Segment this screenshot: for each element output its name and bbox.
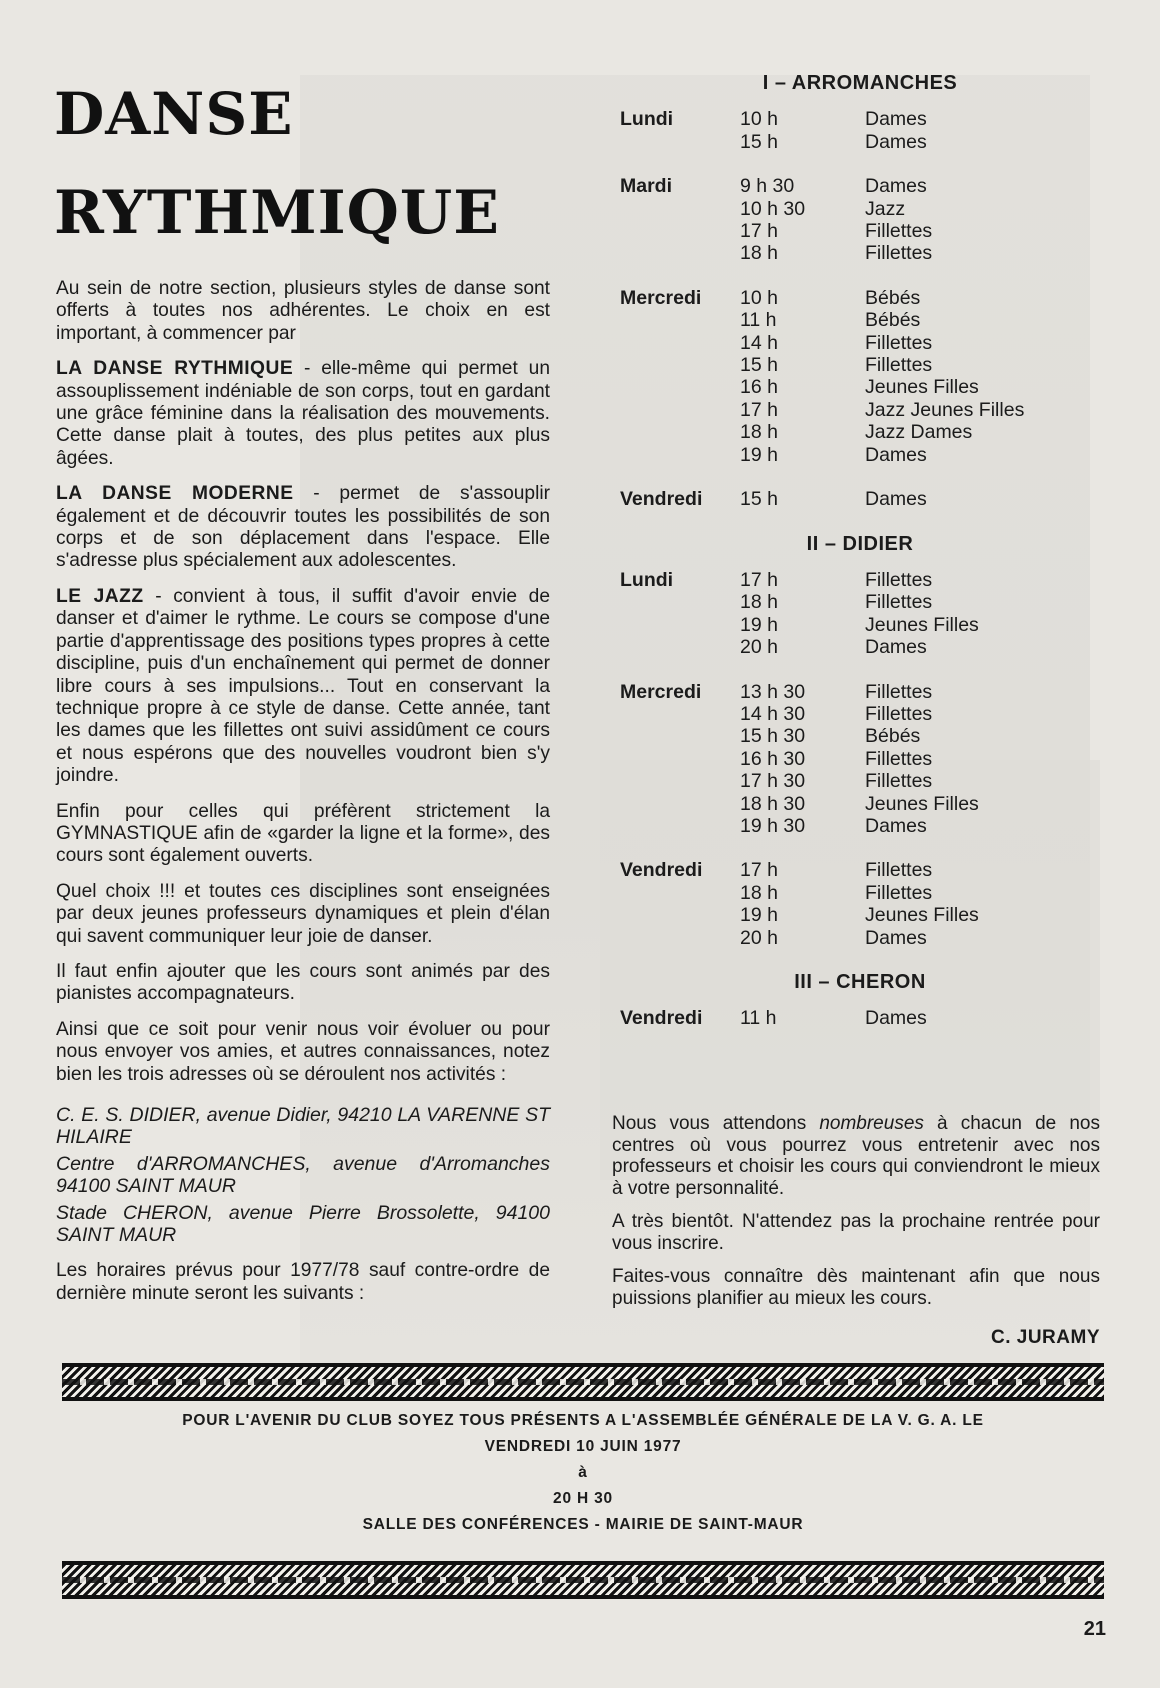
title-line-1: DANSE [54, 80, 294, 148]
schedule-slot [740, 444, 1100, 466]
jazz-lead: LE JAZZ [56, 585, 144, 607]
slot-group: Jazz [865, 197, 906, 220]
schedule-day: Mercredi [620, 286, 702, 309]
slot-group: Dames [865, 636, 927, 659]
schedule-slot [740, 108, 1100, 130]
closing-paragraph-2: A très bientôt. N'attendez pas la prochaine rentrée pour vous inscrire. [612, 1211, 1100, 1254]
slot-group: Dames [865, 108, 927, 131]
signature: C. JURAMY [990, 1327, 1100, 1348]
schedule-column [620, 72, 1100, 1052]
schedule-slot [740, 636, 1100, 658]
schedule-slots [740, 175, 1100, 265]
rythmique-text: - elle-même qui permet un assouplissement indéniable de son corps, tout en gardant une grâce féminine dans la réalisation des mouvements. Cette danse plait à toutes, des plus petites aux plus âgées. [56, 358, 550, 469]
slot-time: 17 h [740, 220, 778, 243]
schedule-slot [740, 309, 1100, 331]
decorative-border-top [62, 1363, 1104, 1401]
gym-before: Enfin pour celles qui préfèrent strictement la [56, 800, 550, 822]
schedule-section-cheron [620, 971, 1100, 1030]
address-didier: C. E. S. DIDIER, avenue Didier, 94210 LA VARENNE ST HILAIRE [56, 1104, 550, 1149]
pianistes-paragraph: Il faut enfin ajouter que les cours sont animés par des pianistes accompagnateurs. [56, 960, 550, 1005]
slot-time: 15 h [740, 354, 778, 377]
closing-p1-before: Nous vous attendons [612, 1113, 820, 1134]
schedule-section-didier [620, 533, 1100, 950]
slot-time: 14 h [740, 331, 778, 354]
slot-group: Fillettes [865, 242, 933, 265]
closing-p1-emphasis: nombreuses [819, 1113, 924, 1134]
slot-time: 14 h 30 [740, 702, 806, 725]
gym-lead: GYMNASTIQUE [56, 822, 198, 844]
slot-group: Fillettes [865, 354, 933, 377]
slot-time: 17 h 30 [740, 770, 806, 793]
schedule-slots [740, 569, 1100, 659]
schedule-slot [740, 859, 1100, 881]
slot-time: 15 h 30 [740, 725, 806, 748]
schedule-slots [740, 859, 1100, 949]
slot-group: Fillettes [865, 859, 933, 882]
schedule-slot [740, 904, 1100, 926]
schedule-slot [740, 681, 1100, 703]
article-body [56, 278, 550, 1318]
slot-group: Fillettes [865, 747, 933, 770]
closing-paragraph-1 [612, 1113, 1100, 1199]
slot-time: 10 h 30 [740, 197, 806, 220]
schedule-slot [740, 815, 1100, 837]
schedule-day-group [620, 488, 1100, 510]
schedule-slot [740, 399, 1100, 421]
schedule-slots [740, 681, 1100, 838]
schedule-day-group [620, 175, 1100, 265]
slot-time: 18 h 30 [740, 792, 806, 815]
slot-time: 15 h [740, 488, 778, 511]
schedule-slot [740, 770, 1100, 792]
schedule-slot [740, 376, 1100, 398]
gym-after: afin de «garder la ligne et la forme», des cours sont également ouverts. [56, 822, 550, 867]
schedule-slot [740, 927, 1100, 949]
slot-group: Fillettes [865, 680, 933, 703]
horaires-paragraph: Les horaires prévus pour 1977/78 sauf contre-ordre de dernière minute seront les suivants : [56, 1260, 550, 1304]
slot-time: 19 h [740, 904, 778, 927]
schedule-slots [740, 488, 1100, 510]
slot-time: 10 h [740, 286, 778, 309]
address-list [56, 1104, 550, 1246]
slot-time: 19 h 30 [740, 814, 806, 837]
schedule-slot [740, 421, 1100, 443]
slot-group: Fillettes [865, 220, 933, 243]
schedule-slot [740, 703, 1100, 725]
notice-line-2: VENDREDI 10 JUIN 1977 [484, 1438, 682, 1455]
schedule-day: Mardi [620, 175, 673, 198]
schedule-slot [740, 242, 1100, 264]
slot-time: 18 h [740, 421, 778, 444]
schedule-slots [740, 108, 1100, 153]
slot-time: 17 h [740, 568, 778, 591]
assembly-notice [62, 1408, 1104, 1538]
schedule-slot [740, 220, 1100, 242]
schedule-section-title: II – DIDIER [806, 532, 914, 555]
slot-time: 16 h 30 [740, 747, 806, 770]
notice-line-5: SALLE DES CONFÉRENCES - MAIRIE DE SAINT-MAUR [362, 1516, 804, 1533]
slot-group: Jeunes Filles [865, 904, 979, 927]
schedule-day-group [620, 287, 1100, 466]
schedule-day: Vendredi [620, 1007, 703, 1030]
slot-group: Dames [865, 130, 927, 153]
slot-time: 13 h 30 [740, 680, 806, 703]
schedule-slot [740, 725, 1100, 747]
slot-group: Jazz Dames [865, 421, 973, 444]
slot-time: 10 h [740, 108, 778, 131]
slot-group: Bébés [865, 286, 921, 309]
slot-group: Bébés [865, 309, 921, 332]
schedule-slot [740, 175, 1100, 197]
slot-group: Dames [865, 926, 927, 949]
schedule-day: Vendredi [620, 859, 703, 882]
slot-group: Dames [865, 443, 927, 466]
address-arromanches: Centre d'ARROMANCHES, avenue d'Arromanches 94100 SAINT MAUR [56, 1152, 550, 1198]
schedule-section-title: I – ARROMANCHES [762, 72, 958, 94]
slot-time: 18 h [740, 591, 778, 614]
slot-group: Fillettes [865, 591, 933, 614]
schedule-slot [740, 488, 1100, 510]
gym-paragraph [56, 801, 550, 868]
slot-group: Dames [865, 488, 927, 511]
slot-group: Fillettes [865, 568, 933, 591]
slot-group: Fillettes [865, 702, 933, 725]
slot-group: Dames [865, 175, 927, 198]
slot-time: 17 h [740, 398, 778, 421]
schedule-day-group [620, 681, 1100, 838]
slot-group: Fillettes [865, 770, 933, 793]
decorative-border-bottom [62, 1561, 1104, 1599]
slot-group: Fillettes [865, 881, 933, 904]
schedule-slot [740, 882, 1100, 904]
slot-group: Jeunes Filles [865, 613, 979, 636]
slot-time: 20 h [740, 636, 778, 659]
schedule-slot [740, 748, 1100, 770]
slot-time: 11 h [740, 309, 777, 332]
slot-time: 20 h [740, 926, 778, 949]
schedule-slot [740, 287, 1100, 309]
notice-line-1: POUR L'AVENIR DU CLUB SOYEZ TOUS PRÉSENTS A L'ASSEMBLÉE GÉNÉRALE DE LA V. G. A. LE [182, 1412, 984, 1429]
schedule-slot [740, 614, 1100, 636]
schedule-day: Lundi [620, 568, 674, 591]
moderne-paragraph [56, 483, 550, 573]
slot-group: Fillettes [865, 331, 933, 354]
schedule-day: Mercredi [620, 680, 702, 703]
rythmique-paragraph [56, 358, 550, 470]
notice-line-3: à [578, 1464, 588, 1481]
slot-time: 15 h [740, 130, 778, 153]
slot-group: Jazz Jeunes Filles [865, 398, 1025, 421]
intro-paragraph: Au sein de notre section, plusieurs styles de danse sont offerts à toutes nos adhérentes. Le choix en est important, à commencer par [56, 278, 550, 344]
schedule-slot [740, 332, 1100, 354]
closing-paragraph-3: Faites-vous connaître dès maintenant afin que nous puissions planifier au mieux les cours. [612, 1266, 1100, 1309]
schedule-slots [740, 1007, 1100, 1029]
schedule-slot [740, 569, 1100, 591]
schedule-day-group [620, 569, 1100, 659]
choix-paragraph: Quel choix !!! et toutes ces disciplines sont enseignées par deux jeunes professeurs dynamiques et plein d'élan qui savent communiquer leur joie de danser. [56, 880, 550, 947]
slot-time: 11 h [740, 1007, 777, 1030]
schedule-slot [740, 591, 1100, 613]
moderne-lead: LA DANSE MODERNE [56, 483, 294, 505]
rythmique-lead: LA DANSE RYTHMIQUE [56, 358, 294, 380]
slot-group: Dames [865, 1007, 927, 1030]
slot-time: 19 h [740, 443, 778, 466]
closing-p1-after: à chacun de nos centres où vous pourrez vous entretenir avec nos professeurs et choisir les cours qui conviendront le mieux à votre personnalité. [612, 1113, 1100, 1199]
slot-time: 16 h [740, 376, 778, 399]
schedule-slot [740, 198, 1100, 220]
slot-time: 18 h [740, 242, 778, 265]
slot-time: 19 h [740, 613, 778, 636]
schedule-section-title: III – CHERON [794, 971, 926, 993]
closing-text [612, 1113, 1100, 1321]
title-line-2: RYTHMIQUE [54, 178, 500, 248]
slot-group: Bébés [865, 725, 921, 748]
slot-time: 17 h [740, 859, 778, 882]
slot-time: 18 h [740, 881, 778, 904]
notice-line-4: 20 H 30 [553, 1490, 613, 1507]
schedule-slots [740, 287, 1100, 466]
jazz-text: - convient à tous, il suffit d'avoir envie de danser et d'aimer le rythme. Le cours se compose d'une partie d'apprentissage des positions types propres à cette discipline, puis d'un enchaînement qui permet de donner libre cours à ses impulsions... Tout en conservant la technique propre à ce style de danse. Cette année, tant les dames que les fillettes ont suivi assidûment ce cours et nous espérons que des nouvelles voudront bien s'y joindre. [56, 585, 550, 787]
slot-group: Jeunes Filles [865, 376, 979, 399]
schedule-day: Vendredi [620, 488, 703, 511]
slot-group: Jeunes Filles [865, 792, 979, 815]
jazz-paragraph [56, 586, 550, 788]
slot-time: 9 h 30 [740, 175, 795, 198]
address-cheron: Stade CHERON, avenue Pierre Brossolette, 94100 SAINT MAUR [56, 1201, 550, 1247]
page-number: 21 [1083, 1618, 1106, 1640]
schedule-slot [740, 354, 1100, 376]
schedule-slot [740, 793, 1100, 815]
schedule-slot [740, 1007, 1100, 1029]
schedule-slot [740, 131, 1100, 153]
schedule-day: Lundi [620, 108, 674, 131]
schedule-day-group [620, 108, 1100, 153]
moderne-text: - permet de s'assouplir également et de découvrir toutes les possibilités de son corps et de son déplacement dans l'espace. Elle s'adresse plus spécialement aux adolescentes. [56, 483, 550, 572]
schedule-section-arromanches [620, 72, 1100, 511]
schedule-day-group [620, 859, 1100, 949]
adresses-intro-paragraph: Ainsi que ce soit pour venir nous voir évoluer ou pour nous envoyer vos amies, et autres connaissances, notez bien les trois adresses où se déroulent nos activités : [56, 1018, 550, 1085]
schedule-day-group [620, 1007, 1100, 1029]
slot-group: Dames [865, 814, 927, 837]
